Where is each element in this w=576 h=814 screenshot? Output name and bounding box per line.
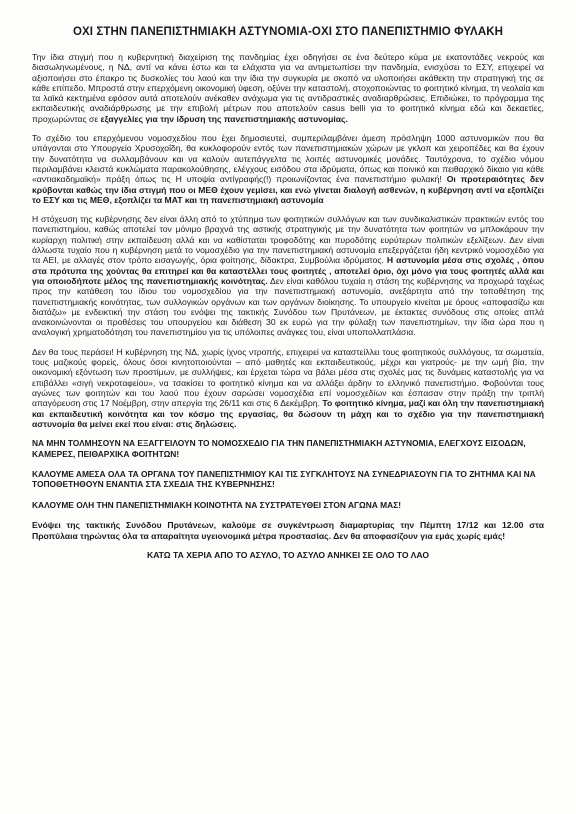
paragraph-bill-draft-bold: Οι προτεραιότητες δεν κρύβονται καθώς την ίδια στιγμή που οι ΜΕΘ έχουν γεμίσει, και ενώ γίνεται διαλογή ασθενών, η κυβέρνηση αντί να εξοπλίζει το ΕΣΥ και τις ΜΕΘ, εξοπλίζει τα ΜΑΤ και τη πανεπιστημιακή αστυνομία	[32, 174, 544, 205]
paragraph-government-aim	[32, 214, 544, 338]
paragraph-resistance-bold: Το φοιτητικό κίνημα, μαζί και όλη την πανεπιστημιακή και εκπαιδευτική κοινότητα και τον κόσμο της εργασίας, θα δώσουν τη μάχη και το σχέδιο για την πανεπιστημιακή αστυνομία θα μείνει εκεί που είναι: στις δηλώσεις.	[32, 398, 544, 429]
slogan-no-bill: ΝΑ ΜΗΝ ΤΟΛΜΗΣΟΥΝ ΝΑ ΕΞΑΓΓΕΙΛΟΥΝ ΤΟ ΝΟΜΟΣΧΕΔΙΟ ΓΙΑ ΤΗΝ ΠΑΝΕΠΙΣΤΗΜΙΑΚΗ ΑΣΤΥΝΟΜΙΑ, ΕΛΕΓΧΟΥΣ ΕΙΣΟΔΩΝ, ΚΑΜΕΡΕΣ, ΠΕΙΘΑΡΧΙΚΑ ΦΟΙΤΗΤΩΝ!	[32, 438, 526, 459]
paragraph-government-aim-text: Η στόχευση της κυβέρνησης δεν είναι άλλη από το χτύπημα των φοιτητικών συλλόγων και των συνδικαλιστικών πρακτικών εντός του πανεπιστημίου, καθώς αποτελεί τον μόνιμο βραχνά της αστικής στρατηγικής με την δυνατότητα των φοιτητών να μπλοκάρουν την κυρίαρχη πολιτική στην εκπαίδευση αλλά και να καθίσταται τροφοδότης και πυροδότης ευρύτερων πολιτικών εξελίξεων. Δεν είναι άλλωστε τυχαίο που η κυβέρνηση μετά το νομοσχέδιο για την πανεπιστημιακή αστυνομία επεξεργάζεται ήδη κεντρικό νομοσχέδιο για τα ΑΕΙ, με αλλαγές στον τρόπο εισαγωγής, όρια φοίτησης, δίδακτρα, Συμβούλια ιδρύματος.	[32, 214, 544, 266]
slogan-call-community: ΚΑΛΟΥΜΕ ΟΛΗ ΤΗΝ ΠΑΝΕΠΙΣΤΗΜΙΑΚΗ ΚΟΙΝΟΤΗΤΑ ΝΑ ΣΥΣΤΡΑΤΕΥΘΕΙ ΣΤΟΝ ΑΓΩΝΑ ΜΑΣ!	[32, 499, 402, 510]
paragraph-pandemic	[32, 52, 544, 124]
closing-slogan: ΚΑΤΩ ΤΑ ΧΕΡΙΑ ΑΠΟ ΤΟ ΑΣΥΛΟ, ΤΟ ΑΣΥΛΟ ΑΝΗΚΕΙ ΣΕ ΟΛΟ ΤΟ ΛΑΟ	[146, 549, 430, 560]
slogan-call-organs: ΚΑΛΟΥΜΕ ΑΜΕΣΑ ΟΛΑ ΤΑ ΟΡΓΑΝΑ ΤΟΥ ΠΑΝΕΠΙΣΤΗΜΙΟΥ ΚΑΙ ΤΙΣ ΣΥΓΚΛΗΤΟΥΣ ΝΑ ΣΥΝΕΔΡΙΑΣΟΥΝ ΓΙΑ ΤΟ ΖΗΤΗΜΑ ΚΑΙ ΝΑ ΤΟΠΟΘΕΤΗΘΟΥΝ ΕΝΑΝΤΙΑ ΣΤΑ ΣΧΕΔΙΑ ΤΗΣ ΚΥΒΕΡΝΗΣΗΣ!	[32, 468, 536, 490]
paragraph-government-aim-bold: Η αστυνομία μέσα στις σχολές , όπου στα πρότυπα της χούντας θα επιτηρεί και θα καταστέλλει τους φοιτητές , αποτελεί όριο, όχι μόνο για τους φοιτητές αλλά και για οποιοδήποτε μέλος της πανεπιστημιακής κοινότητας.	[32, 255, 544, 286]
paragraph-government-aim-rest: Δεν είναι καθόλου τυχαία η στάση της κυβέρνησης να προχωρά ταχέως προς την κατάθεση του ίδιου του νομοσχεδίου για την πανεπιστημιακή αστυνομία, ανεξάρτητα από την τοποθέτηση της πανεπιστημιακής κοινότητας, των συλλογικών οργάνων και των οργάνων διοίκησης. Το υπουργείο κινείται με όρους «αποφασίζω και διατάζω» με ενδεικτική την στάση του ενόψει της τακτικής Συνόδου των Πρυτάνεων, με έκτακτες συνόδους στις οποίες απλά ανακοινώνονται οι προθέσεις του υπουργείου και διάθεση 30 εκ ευρώ για την φύλαξη των πανεπιστημίων, την ίδια ώρα που η αναλογική χρηματοδότηση του πανεπιστημίου για τις υπόλοιπες ανάγκες του, είναι υποπολλαπλάσια.	[32, 275, 544, 338]
protest-call: Ενόψει της τακτικής Συνόδου Πρυτάνεων, καλούμε σε συγκέντρωση διαμαρτυρίας την Πέμπτη 17/12 και 12.00 στα Προπύλαια τηρώντας όλα τα απαραίτητα υγειονομικά μέτρα προστασίας. Δεν θα αποφασίζουν για εμάς χωρίς εμάς!	[32, 520, 544, 541]
paragraph-bill-draft	[32, 133, 544, 205]
paragraph-pandemic-text: Την ίδια στιγμή που η κυβερνητική διαχείριση της πανδημίας έχει οδηγήσει σε ένα δεύτερο κύμα με εκατοντάδες νεκρούς και διασωληνωμένους, η ΝΔ, αντί να κάνει έστω και τα ελάχιστα για να αντιμετωπίσει την πανδημία, ενισχύσει το ΕΣΥ, επιχειρεί να αξιοποιήσει στο έπακρο τις δυσκολίες του λαού και την ίδια την συγκυρία με σκοπό να υλοποιήσει ακάθεκτη την στρατηγική της σε κάθε επίπεδο. Μπροστά στην επερχόμενη οικονομική ύφεση, οξύνει την καταστολή, στοχοποιώντας το φοιτητικό κίνημα, τη νεολαία και τα λαϊκά κεκτημένα εφόσον αυτά αποτελούν ανέκαθεν ανάχωμα για τις αντιδραστικές αναδιαρθρώσεις. Επιδιώκει, το πρόγραμμα της εκπαιδευτικής αναδιάρθρωσης με την επιβολή μέτρων που αποτελούν casus belli για το φοιτητικό κίνημα εδώ και δεκαετίες, προχωρώντας σε	[32, 52, 544, 124]
paragraph-resistance-text: Δεν θα τους περάσει! Η κυβέρνηση της ΝΔ, χωρίς ίχνος ντροπής, επιχειρεί να καταστείλλει τους φοιτητικούς συλλόγους, τα σωματεία, τους μαζικούς φορείς, όλους όσοι κινητοποιούνται – από μαθητές και εκπαιδευτικούς, μέχρι και γιατρούς- με την ωμή βία, την οικονομική εξόντωση των προστίμων, με συλλήψεις, και έρχεται τώρα να βάλει μέσα στις σχολές μας τις δυνάμεις καταστολής για να επιβάλλει «σιγή νεκροταφείου», να τσακίσει το φοιτητικό κίνημα και να αλλάξει άρδην το ελληνικό πανεπιστήμιο. Φοβούνται τους αγώνες των φοιτητών και του λαού που έχουν σαρώσει νομοσχέδια επί νομοσχεδίων και έσπασαν στην πράξη την τριπλή απαγόρευση στις 17 Νοέμβρη, στην απεργία της 26/11 και στις 6 Δεκέμβρη.	[32, 346, 544, 409]
leaflet-title: ΟΧΙ ΣΤΗΝ ΠΑΝΕΠΙΣΤΗΜΙΑΚΗ ΑΣΤΥΝΟΜΙΑ-ΟΧΙ ΣΤΟ ΠΑΝΕΠΙΣΤΗΜΙΟ ΦΥΛΑΚΗ	[72, 26, 504, 38]
paragraph-resistance	[32, 347, 544, 429]
paragraph-pandemic-bold: εξαγγελίες για την ίδρυση της πανεπιστημιακής αστυνομίας.	[100, 113, 348, 124]
paragraph-bill-draft-text: Το σχέδιο του επερχόμενου νομοσχεδίου που έχει δημοσιευτεί, συμπεριλαμβάνει άμεση πρόσληψη 1000 αστυνομικών που θα υπάγονται στο Υπουργείο Χρυσοχοΐδη, θα κυκλοφορούν εντός των πανεπιστημιακών χώρων με γκλοπ και χειροπέδες και θα έχουν την δυνατότητα να συλλαμβάνουν και να καλούν αυτεπάγγελτα τις λοιπές αστυνομικές μονάδες. Ταυτόχρονα, το σχέδιο νόμου περιλαμβάνει κλειστά κυκλώματα παρακολούθησης, ελέγχους εισόδου στα ιδρύματα, όπως και ποινικό και πειθαρχικό δίκαιο για κάθε «αντιακαδημαϊκή» πράξη όπως τις Η υποψία αντίγραφής(!) προιωνίζοντας ένα πανεπιστήμιο φυλακή!	[32, 133, 544, 185]
